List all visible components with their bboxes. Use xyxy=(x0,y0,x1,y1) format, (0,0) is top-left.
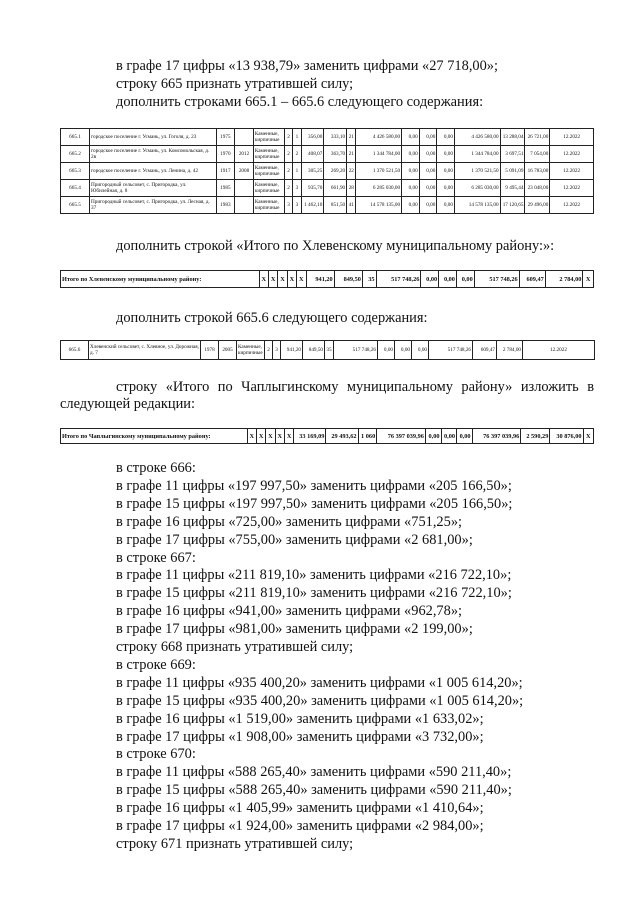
table-cell-z1: 0,00 xyxy=(402,180,420,197)
table-cell-area1: 935,70 xyxy=(301,180,324,197)
table-cell-addr: городское поселение г. Усмань, ул. Комсомольская, д. 2в xyxy=(90,146,217,163)
table-cell-y1: 1917 xyxy=(216,163,235,180)
total-cell: 609,47 xyxy=(519,271,545,288)
amendment-line: в графе 15 цифры «197 997,50» заменить цифрами «205 166,50»; xyxy=(116,495,513,512)
table-665 xyxy=(60,128,594,214)
total-cell: X xyxy=(275,429,284,444)
total-cell: X xyxy=(266,429,275,444)
table-cell-f: 2 xyxy=(284,129,292,146)
amendment-line: в графе 11 цифры «588 265,40» заменить цифрами «590 211,40»; xyxy=(116,764,512,781)
amendment-line: в строке 666: xyxy=(116,460,196,476)
total-cell: X xyxy=(287,271,296,288)
table-row xyxy=(61,341,595,360)
table-cell-z1: 0,00 xyxy=(402,129,420,146)
amendment-line: в графе 16 цифры «1 405,99» заменить цифрами «1 410,64»; xyxy=(116,800,484,817)
table-row xyxy=(61,146,594,163)
table-cell-sum: 1 370 521,50 xyxy=(356,163,402,180)
table-cell-c17: 2 784,00 xyxy=(497,341,523,360)
table-cell-z3: 0,00 xyxy=(437,146,455,163)
table-cell-area2: 661,90 xyxy=(324,180,347,197)
amendment-line: в графе 16 цифры «725,00» заменить цифрами «751,25»; xyxy=(116,513,463,530)
table-cell-z3: 0,00 xyxy=(437,129,455,146)
amendment-line: строку 668 признать утратившей силу; xyxy=(116,639,354,655)
table-cell-c16: 3 697,51 xyxy=(500,146,525,163)
table-cell-f: 2 xyxy=(265,341,273,360)
table-cell-c17: 23 048,00 xyxy=(525,180,550,197)
table-cell-total: 1 344 784,00 xyxy=(454,146,500,163)
table-cell-addr: городское поселение г. Усмань, ул. Гоголя, д. 23 xyxy=(90,129,217,146)
table-cell-z3: 0,00 xyxy=(437,180,455,197)
table-cell-e: 2 xyxy=(293,146,301,163)
table-cell-num: 665.1 xyxy=(61,129,90,146)
total-cell: 1 060 xyxy=(358,429,377,444)
total-cell: 0,00 xyxy=(425,429,441,444)
table-cell-f: 3 xyxy=(284,197,292,214)
amendment-line: в строке 670: xyxy=(116,746,196,763)
table-cell-res: 22 xyxy=(347,163,356,180)
table-cell-z2: 0,00 xyxy=(419,146,437,163)
amendment-line: в графе 11 цифры «211 819,10» заменить цифрами «216 722,10»; xyxy=(116,567,512,584)
table-cell-total: 6 285 030,00 xyxy=(454,180,500,197)
amendment-line: в графе 17 цифры «755,00» заменить цифрами «2 681,00»; xyxy=(116,531,473,548)
table-cell-c16: 17 120,65 xyxy=(500,197,525,214)
table-cell-e: 3 xyxy=(293,180,301,197)
table-cell-addr: Пригородный сельсовет, с. Пригородка, ул. Юбилейная, д. 8 xyxy=(90,180,217,197)
table-cell-date: 12.2022 xyxy=(550,197,594,214)
table-row xyxy=(61,163,594,180)
amendment-line: в графе 11 цифры «935 400,20» заменить цифрами «1 005 614,20»; xyxy=(116,674,523,691)
table-cell-date: 12.2022 xyxy=(550,180,594,197)
amendment-line: в графе 15 цифры «935 400,20» заменить цифрами «1 005 614,20»; xyxy=(116,692,524,709)
total-cell: X xyxy=(247,429,256,444)
table-cell-e: 3 xyxy=(273,341,281,360)
amendment-line: в строке 667: xyxy=(116,549,196,566)
table-cell-area1: 305,25 xyxy=(301,163,324,180)
intro-line-2: строку 665 признать утратившей силу; xyxy=(116,76,354,92)
table-cell-mat: Каменные, кирпичные xyxy=(253,146,284,163)
table-cell-num: 665.2 xyxy=(61,146,90,163)
table-cell-res: 41 xyxy=(347,197,356,214)
table-cell-z2: 0,00 xyxy=(419,163,437,180)
table-cell-y2 xyxy=(235,197,254,214)
table-cell-z2: 0,00 xyxy=(419,197,437,214)
table-cell-c17: 7 054,00 xyxy=(525,146,550,163)
table-cell-z1: 0,00 xyxy=(402,197,420,214)
table-cell-area2: 269,20 xyxy=(324,163,347,180)
total-cell: 29 493,62 xyxy=(326,429,358,444)
table-665-6 xyxy=(60,340,595,360)
table-cell-mat: Каменные, кирпичные xyxy=(237,341,265,360)
table-cell-addr: Хлевенский сельсовет, с. Хлевное, ул. Дорожная, д. 7 xyxy=(89,341,201,360)
table-cell-sum: 517 748,26 xyxy=(334,341,378,360)
table-cell-area1: 408,07 xyxy=(301,146,324,163)
total-hlevenskiy-table xyxy=(60,270,594,288)
table-cell-res: 35 xyxy=(325,341,334,360)
table-cell-date: 12.2022 xyxy=(550,129,594,146)
table-cell-y2: 2012 xyxy=(235,146,254,163)
table-cell-sum: 1 344 784,00 xyxy=(356,146,402,163)
amendment-line: в строке 669: xyxy=(116,656,196,673)
total-cell: X xyxy=(284,429,293,444)
table-cell-res: 21 xyxy=(347,146,356,163)
table-cell-res: 21 xyxy=(347,129,356,146)
table-cell-mat: Каменные, кирпичные xyxy=(253,180,284,197)
table-cell-c16: 5 091,09 xyxy=(500,163,525,180)
intro-line-3: дополнить строками 665.1 – 665.6 следующего содержания: xyxy=(116,94,484,110)
table-cell-sum: 14 578 135,00 xyxy=(356,197,402,214)
table-cell-y2: 2008 xyxy=(235,163,254,180)
table-cell-num: 665.6 xyxy=(61,341,89,360)
table-cell-z1: 0,00 xyxy=(378,341,395,360)
table-cell-addr: городское поселение г. Усмань, ул. Ленина, д. 42 xyxy=(90,163,217,180)
total-cell: 0,00 xyxy=(441,429,457,444)
table-cell-mat: Каменные, кирпичные xyxy=(253,129,284,146)
table-cell-y2 xyxy=(235,129,254,146)
total-row xyxy=(61,271,594,288)
table-cell-e: 1 xyxy=(293,129,301,146)
total-cell: X xyxy=(297,271,306,288)
table-row xyxy=(61,197,594,214)
table-cell-num: 665.3 xyxy=(61,163,90,180)
table-row xyxy=(61,129,594,146)
table-cell-area1: 1 462,10 xyxy=(301,197,324,214)
total-cell: 2 784,00 xyxy=(545,271,583,288)
total-cell: 0,00 xyxy=(457,429,473,444)
table-cell-total: 517 748,26 xyxy=(429,341,473,360)
total-cell: 35 xyxy=(362,271,376,288)
para-chaplygin-1: строку «Итого по Чаплыгинскому муниципальному району» изложить в xyxy=(116,379,594,395)
table-cell-z2: 0,00 xyxy=(419,129,437,146)
amendment-line: в графе 17 цифры «981,00» заменить цифрами «2 199,00»; xyxy=(116,621,473,638)
para-665-6: дополнить строкой 665.6 следующего содержания: xyxy=(116,310,428,326)
amendment-line: в графе 17 цифры «1 908,00» заменить цифрами «3 732,00»; xyxy=(116,728,484,745)
table-cell-z1: 0,00 xyxy=(402,146,420,163)
total-label: Итого по Чаплыгинскому муниципальному району: xyxy=(61,429,248,444)
table-cell-c17: 26 721,00 xyxy=(525,129,550,146)
table-cell-total: 1 370 521,50 xyxy=(454,163,500,180)
table-cell-y1: 1970 xyxy=(216,146,235,163)
table-cell-z3: 0,00 xyxy=(437,197,455,214)
total-label: Итого по Хлевенскому муниципальному району: xyxy=(61,271,260,288)
total-cell: 941,20 xyxy=(306,271,334,288)
table-cell-date: 12.2022 xyxy=(523,341,595,360)
table-cell-addr: Пригородный сельсовет, с. Пригородка, ул. Лесная, д. 37 xyxy=(90,197,217,214)
total-cell: X xyxy=(256,429,265,444)
table-cell-total: 14 578 135,00 xyxy=(454,197,500,214)
table-cell-c16: 13 288,04 xyxy=(500,129,525,146)
total-cell: X xyxy=(259,271,268,288)
total-cell: 2 590,29 xyxy=(521,429,550,444)
intro-line-1: в графе 17 цифры «13 938,79» заменить цифрами «27 718,00»; xyxy=(116,58,498,74)
table-cell-area2: 851,50 xyxy=(324,197,347,214)
total-row xyxy=(61,429,594,444)
table-cell-date: 12.2022 xyxy=(550,146,594,163)
total-cell: X xyxy=(583,429,593,444)
table-cell-z3: 0,00 xyxy=(412,341,429,360)
total-cell: 517 748,26 xyxy=(474,271,519,288)
total-chaplygin-table xyxy=(60,428,594,444)
table-cell-c17: 16 783,00 xyxy=(525,163,550,180)
table-cell-sum: 6 285 030,00 xyxy=(356,180,402,197)
table-cell-z2: 0,00 xyxy=(419,180,437,197)
table-cell-area1: 356,00 xyxy=(301,129,324,146)
table-cell-y1: 1985 xyxy=(216,180,235,197)
total-cell: 849,50 xyxy=(334,271,362,288)
amendment-line: в графе 15 цифры «211 819,10» заменить цифрами «216 722,10»; xyxy=(116,585,512,602)
table-cell-num: 665.5 xyxy=(61,197,90,214)
amendment-line: в графе 17 цифры «1 924,00» заменить цифрами «2 984,00»; xyxy=(116,818,484,834)
amendment-line: в графе 16 цифры «1 519,00» заменить цифрами «1 633,02»; xyxy=(116,710,484,727)
table-cell-z3: 0,00 xyxy=(437,163,455,180)
table-cell-z2: 0,00 xyxy=(395,341,412,360)
table-cell-area2: 333,10 xyxy=(324,129,347,146)
table-cell-num: 665.4 xyxy=(61,180,90,197)
amendment-line: в графе 15 цифры «588 265,40» заменить цифрами «590 211,40»; xyxy=(116,782,512,799)
table-cell-f: 2 xyxy=(284,146,292,163)
total-cell: X xyxy=(278,271,287,288)
table-cell-z1: 0,00 xyxy=(402,163,420,180)
table-cell-f: 2 xyxy=(284,180,292,197)
para-chaplygin-2: следующей редакции: xyxy=(60,396,195,412)
table-cell-y1: 1983 xyxy=(216,197,235,214)
total-cell: X xyxy=(583,271,594,288)
amendment-line: в графе 16 цифры «941,00» заменить цифрами «962,78»; xyxy=(116,603,463,620)
total-cell: 517 748,26 xyxy=(376,271,421,288)
amendment-line: в графе 11 цифры «197 997,50» заменить цифрами «205 166,50»; xyxy=(116,477,512,494)
table-cell-date: 12.2022 xyxy=(550,163,594,180)
table-cell-y1: 1978 xyxy=(201,341,219,360)
total-cell: 76 397 039,96 xyxy=(472,429,521,444)
table-cell-mat: Каменные, кирпичные xyxy=(253,163,284,180)
total-cell: 30 876,00 xyxy=(550,429,583,444)
total-cell: X xyxy=(268,271,277,288)
table-cell-total: 4 426 580,00 xyxy=(454,129,500,146)
table-cell-sum: 4 426 580,00 xyxy=(356,129,402,146)
table-cell-y2: 2005 xyxy=(219,341,237,360)
para-hlevenskiy: дополнить строкой «Итого по Хлевенскому муниципальному району:»: xyxy=(116,238,555,254)
table-cell-e: 1 xyxy=(293,163,301,180)
table-cell-area1: 941,20 xyxy=(281,341,303,360)
table-cell-mat: Каменные, кирпичные xyxy=(253,197,284,214)
table-row xyxy=(61,180,594,197)
table-cell-area2: 849,50 xyxy=(303,341,325,360)
table-cell-c16: 609,47 xyxy=(473,341,497,360)
table-cell-f: 2 xyxy=(284,163,292,180)
total-cell: 33 169,09 xyxy=(294,429,326,444)
total-cell: 0,00 xyxy=(439,271,457,288)
table-cell-c17: 29 496,00 xyxy=(525,197,550,214)
table-cell-y1: 1975 xyxy=(216,129,235,146)
table-cell-c16: 9 495,44 xyxy=(500,180,525,197)
total-cell: 0,00 xyxy=(456,271,474,288)
total-cell: 0,00 xyxy=(421,271,439,288)
table-cell-area2: 363,70 xyxy=(324,146,347,163)
table-cell-res: 28 xyxy=(347,180,356,197)
table-cell-e: 3 xyxy=(293,197,301,214)
total-cell: 76 397 039,96 xyxy=(377,429,426,444)
table-cell-y2 xyxy=(235,180,254,197)
amendment-line: строку 671 признать утратившей силу; xyxy=(116,835,354,852)
